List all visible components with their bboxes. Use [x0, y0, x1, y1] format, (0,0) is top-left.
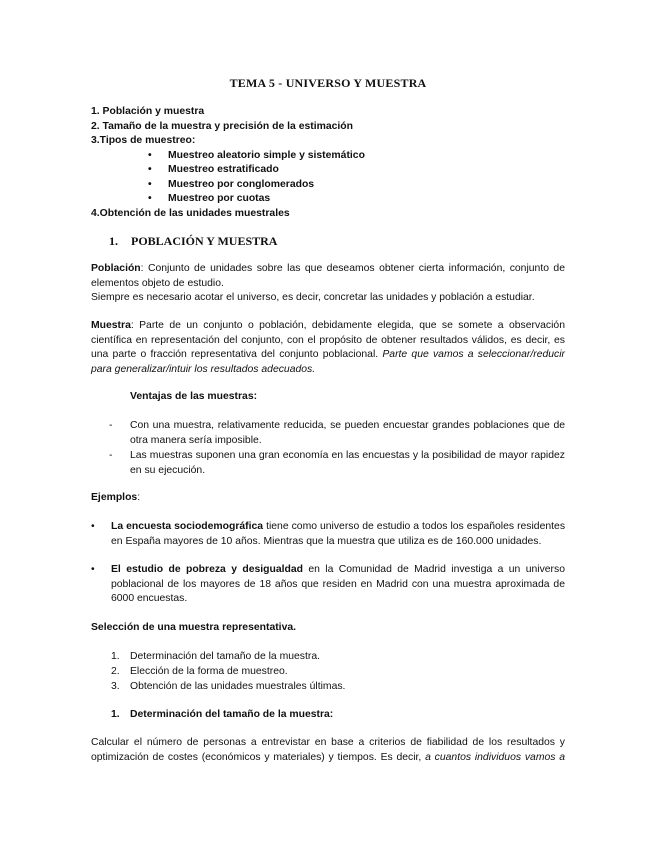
bullet-icon: •: [148, 164, 152, 175]
list-item: 2. Elección de la forma de muestreo.: [111, 665, 288, 677]
bullet-icon: •: [148, 178, 152, 190]
ventajas-heading: Ventajas de las muestras:: [130, 391, 258, 402]
poblacion-definition: Población: Conjunto de unidades sobre las que deseamos obtener cierta información, conjunto de elementos objeto de estudio. Siempre es necesario acotar el universo, es decir, concretar las unidades y población a estudiar.: [91, 263, 565, 303]
seleccion-heading: Selección de una muestra representativa.: [91, 622, 297, 633]
section-heading: 1. POBLACIÓN Y MUESTRA: [109, 234, 278, 248]
toc-subitem: • Muestreo por cuotas: [91, 192, 365, 207]
toc-item-1: 1. Población y muestra: [91, 106, 205, 117]
determinacion-text: Calcular el número de personas a entrevistar en base a criterios de fiabilidad de los resultados y optimización de costes (económicos y materiales) y tiempos. Es decir, a cuantos individuos vamos a: [91, 737, 566, 763]
toc-subitem: • Muestreo estratificado: [91, 163, 365, 178]
seleccion-list: [91, 650, 565, 694]
bullet-icon: •: [91, 564, 95, 575]
table-of-contents: [91, 105, 365, 221]
bullet-icon: •: [91, 521, 95, 532]
page-title: TEMA 5 - UNIVERSO Y MUESTRA: [229, 76, 427, 90]
toc-item-3: 3.Tipos de muestreo:: [91, 135, 196, 146]
list-item: 3. Obtención de las unidades muestrales últimas.: [111, 680, 346, 692]
determinacion-heading: 1. Determinación del tamaño de la muestra:: [111, 709, 334, 720]
muestra-definition: Muestra: Parte de un conjunto o población, debidamente elegida, que se somete a observación científica en representación del conjunto, con el propósito de obtener resultados válidos, es decir, es una parte o fracción representativa del conjunto poblacional. Parte que vamos a seleccionar/reducir para generalizar/intuir los resultados adecuados.: [91, 320, 565, 375]
toc-subitem: • Muestreo por conglomerados: [91, 178, 365, 193]
bullet-icon: •: [148, 149, 152, 161]
list-item: 1. Determinación del tamaño de la muestra.: [111, 651, 321, 662]
toc-item-2: 2. Tamaño de la muestra y precisión de la estimación: [91, 120, 353, 132]
bullet-icon: •: [148, 193, 152, 204]
ejemplos-heading: Ejemplos:: [91, 492, 141, 503]
toc-item-4: 4.Obtención de las unidades muestrales: [91, 207, 290, 219]
toc-subitem: • Muestreo aleatorio simple y sistemático: [91, 149, 365, 164]
